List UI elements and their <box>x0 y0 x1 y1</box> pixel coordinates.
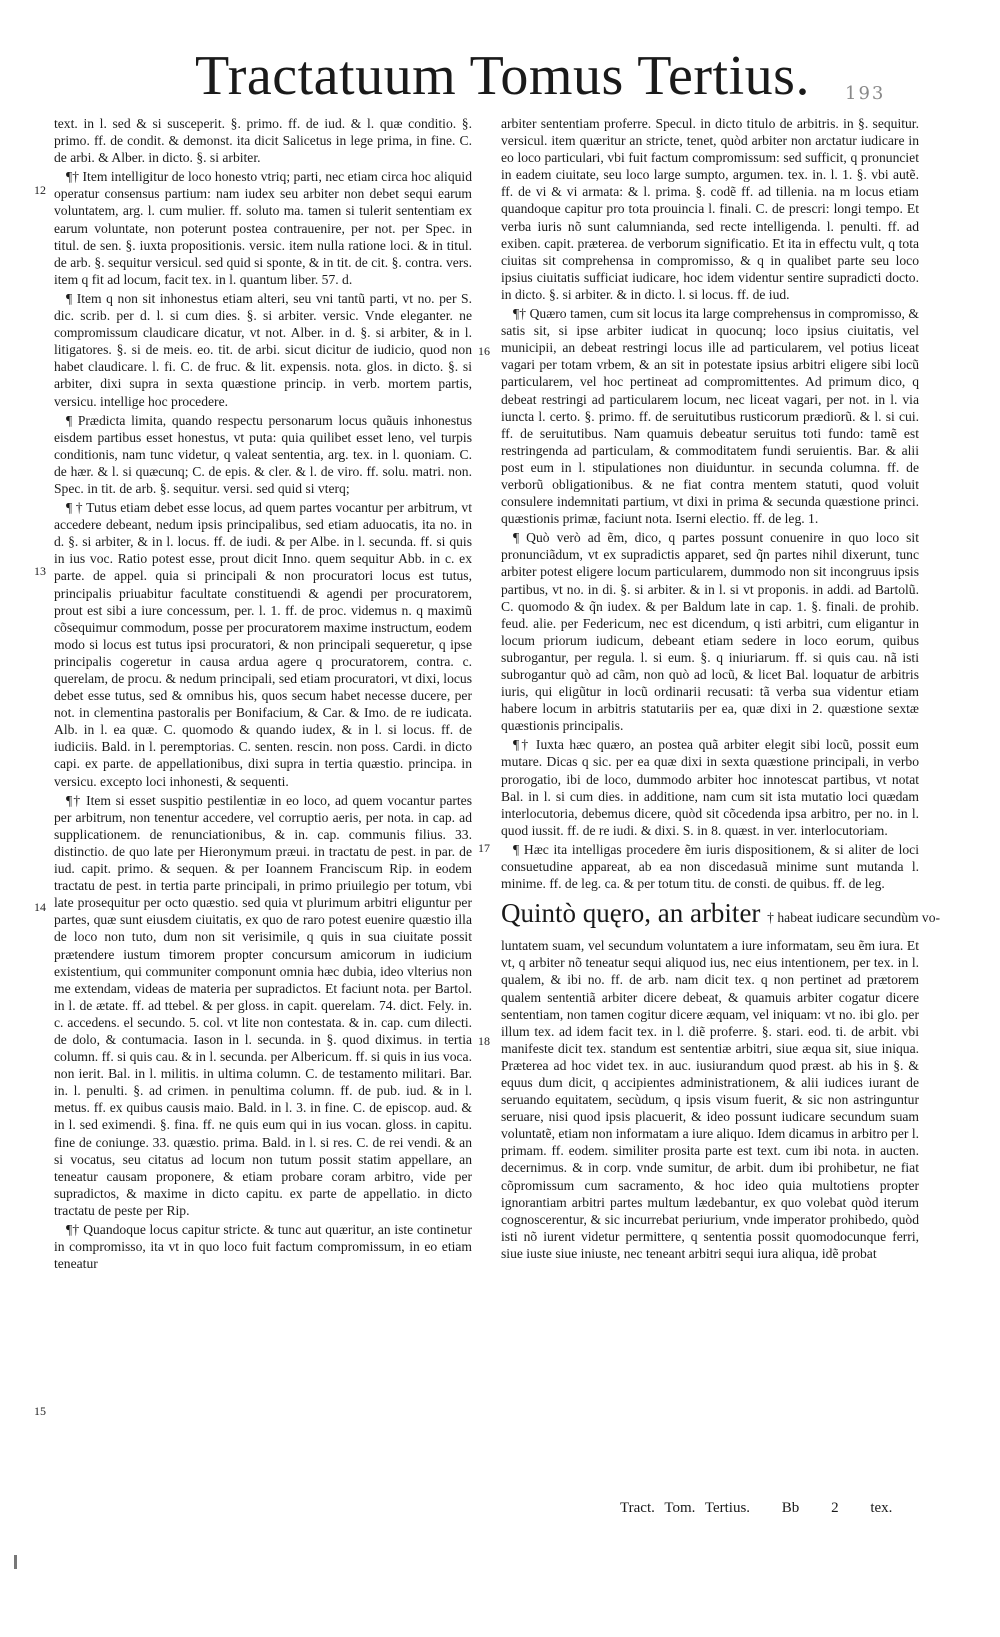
right-column <box>501 115 941 1520</box>
margin-number: 16 <box>478 344 490 358</box>
text-paragraph: ¶† Quæro tamen, cum sit locus ita large comprehensus in compromisso, & satis sit, si ipse arbiter iudicat in quocunq; loco ipsius ciuitatis, vel municipii, an debeat restringi locus ille ad particularem, vel potius liceat vagari per totam vrbem, & an sit in potestate ipsius arbitri eligere sibi locũ particularem, vel hoc pertineat ad compromittentes. Ad primum dico, q debeat restringi ad particularem locum, nec liceat vagari, per not. in l. via iuncta l. certo. §. primo. ff. de seruitutibus rusticorum prædiorũ. & l. si cui. ff. de seruitutibus. Nam quamuis debeatur seruitus toti fundo: tamẽ est restringenda ad particulam, & commoditatem fundi seruientis. Bar. & alii post eum in l. stipulationes non diuiduntur. in secunda columna. ff. de verborũ obligationibus. & ne fiat contra mentem statuti, quod voluit consulere indemnitati partium, vt dixi in prima & secunda quæstione princi. quæstionis primæ, faciunt nota. Iserni electio. ff. de leg. 1. <box>501 306 919 527</box>
margin-number: 14 <box>34 900 46 914</box>
footer-running-title: Tract. Tom. Tertius. <box>620 1500 751 1516</box>
left-column <box>54 115 472 1520</box>
text-paragraph: ¶† Iuxta hæc quæro, an postea quã arbiter elegit sibi locũ, possit eum mutare. Dicas q sic. per ea quæ dixi in sexta quæstione principali, in verbo prorogatio, ibi de loco, dummodo arbiter hoc innotescat partibus, vt notat Bal. in l. si cum dies. in additione, nam cum sit ista mutatio loci quædam interlocutoria, debemus dicere, quòd sit cõcedenda ipsa arbitro, per no. in l. quod iussit. ff. de re iudi. & dixi. S. in 8. quæst. in ver. interlocutoriam. <box>501 737 919 838</box>
running-head-title: Tractatuum Tomus Tertius. <box>195 45 810 107</box>
text-paragraph: ¶ Item q non sit inhonestus etiam alteri, seu vni tantũ parti, vt no. per S. dic. scrib. per d. l. si cum dies. §. si arbiter. versic. Vnde eleganter. ne compromissum claudicare dicatur, vt not. Alber. in d. §. si arbiter, & in l. litigatores. §. si de meis. eo. tit. de arbi. sicut dicitur de iudicio, quod non habet claudicare. l. fi. C. de fruc. & lit. expensis. nota. glos. in dicto. §. si arbiter, dixi supra in sexta quæstione princip. in verb. mortem partis, versicu. intellige hoc procedere. <box>54 290 472 409</box>
margin-number: 15 <box>34 1404 46 1418</box>
margin-number: 12 <box>34 183 46 197</box>
footer-signature: Bb <box>781 1500 800 1516</box>
text-paragraph: ¶ Hæc ita intelligas procedere ẽm iuris dispositionem, & si aliter de loci consuetudine appareat, ab ea non discedasuã minime sunt mutanda l. minime. ff. de leg. ca. & per totum titu. de consti. de quibus. ff. de leg. <box>501 841 919 892</box>
section-heading-text: Quintò quęro, an arbiter <box>501 898 761 929</box>
page-header <box>0 36 1000 116</box>
footer-catchword: tex. <box>870 1500 893 1516</box>
section-heading <box>501 896 941 935</box>
text-paragraph: luntatem suam, vel secundum voluntatem a iure informatam, seu ẽm iura. Et vt, q arbiter nõ teneatur sequi aliquod ius, nec eius intentionem, per tex. in l. qualem, & ibi no. ff. de arb. nam dicit tex. q non pertinet ad prætorem qualem sententiã arbiter dicere debeat, & quamuis arbiter cogatur dicere sententiam, non tamen cogitur dicere æquam, vel iniquam: vt no. ibi glo. per illum tex. ad idem facit tex. in l. diẽ proferre. §. stari. eod. ti. de arbit. vbi manifeste dicit tex. standum est sententiæ arbitri, siue æqua sit, siue iniqua. Præterea ad hoc videt tex. in auc. iusiurandum quod præst. ab his in §. & equus dum dicit, q accipientes administrationem, & alii iudices iurant de seruando equitatem, secùdum, q ipsis visum fuerit, & sic non astringuntur seruare, nisi quod ipsis placuerit, & ideo possunt iudicare secundum suam voluntatẽ, etiam non informatam a iure aliquo. Idem dicamus in arbitro per l. primam. ff. eodem. similiter prosita parte est text. cum ibi nota. in aucten. decernimus. & in corp. vnde sumitur, de arbit. dum ibi prohibetur, ne fiat cõpromissum cum sacramento, & hoc ideo quia multotiens propter ignorantiam arbitri partes multum lædebantur, ex quo volebat quòd iterum cognoscerentur, & sic incurrebat periurium, vnde imperator prohibedo, quòd isti nõ iurent videtur permittere, q sententia possit quomodocunque ferri, siue iuste siue iniuste, nec teneant arbitri sequi iura aliqua, idẽ probat <box>501 938 919 1261</box>
folio-number: 193 <box>845 83 886 104</box>
text-paragraph: ¶† Quandoque locus capitur stricte. & tunc aut quæritur, an iste continetur in compromisso, ita vt in quo loco fuit factum compromissum, in eo etiam teneatur <box>54 1222 472 1272</box>
margin-number: 18 <box>478 1034 490 1048</box>
footer-signature-number: 2 <box>831 1500 839 1516</box>
page-footer <box>620 1500 914 1517</box>
scan-edge-mark <box>14 1555 17 1569</box>
text-paragraph: ¶ Prædicta limita, quando respectu personarum locus quãuis inhonestus eisdem partibus esset honestus, vt puta: quia quilibet esset leno, vel turpis conditionis, nam tunc videtur, q valeat sententia, arg. tex. in l. quoniam. C. de hær. & l. si quæcunq; C. de epis. & cler. & l. de viro. ff. solu. matri. non. Spec. in tit. de arb. §. sequitur. versi. sed quid si vterq; <box>54 412 472 496</box>
text-paragraph: text. in l. sed & si susceperit. §. primo. ff. de iud. & l. quæ conditio. §. primo. ff. de condit. & demonst. ita dicit Salicetus in lege prima, in fine. C. de arbi. & Alber. in dicto. §. si arbiter. <box>54 116 472 166</box>
text-paragraph: ¶† Item si esset suspitio pestilentiæ in eo loco, ad quem vocantur partes per arbitrum, non tenentur accedere, vel corruptio aeris, per nota. in cap. ad supplicationem. de renunciationibus, & in. cap. communis filius. 33. distinctio. de quo late per Hieronymum præui. in tractatu de pest. in par. de iud. capit. primo. & sequen. & per Ioannem Franciscum Rip. in eodem tractatu de pest. in tertia parte principali, in primo priuilegio per totum, vbi late prosequitur per octo quæstio. sed quia vt plurimum arbitri eliguntur per partes, quæ sunt eiusdem ciuitatis, ex quo de raro potest euenire quæstio illa de loco non tuto, dum non sit verisimile, q quis in sua ciuitate possit prætendere iustum timorem propter concursum amicorum in iudicium existentium, qui communiter componunt omnia hæc dubia, ideo vlterius non me extendam, videas de materia per supradictos. Et faciunt nota. per Bartol. in l. de ætate. ff. ad ttebel. & per gloss. in capit. querelam. 74. dict. Fely. in. c. accedens. el secundo. 5. col. vt lite non contestata. & in. cap. cum dilecti. de dolo, & contumacia. Iason in l. secunda. in §. quod diximus. in tertia column. ff. si quis cau. & in l. secunda. per Albericum. ff. si quis in ius voca. non ierit. Bal. in l. militis. in ultima column. C. de testamento militari. Bar. in. l. penulti. §. ad crimen. in penultima column. ff. de pub. iud. & in l. metus. ff. ex quibus causis maio. Bald. in l. 3. in fine. C. de episcop. aud. & in l. sed eximendi. §. fina. ff. ne quis eum qui in ius vocan. gloss. in capitu. fine de coniunge. 33. quæstio. prima. Bald. in l. si res. C. de rei vendi. & an si vocatus, seu citatus ad locum non tutum possit statim appellare, an teneatur causam proponere, & etiam probare coram arbitro, vide per supradictos, & maxime in dicto capitu. ex parte de appellatio. in dicto tractatu de peste per Rip. <box>54 792 472 1218</box>
text-paragraph: ¶† Item intelligitur de loco honesto vtriq; parti, nec etiam circa hoc aliquid operatur consensus partium: nam iudex seu arbiter non debet sequi earum voluntatem, arg. l. cum mulier. ff. soluto ma. tamen si tulerit sententiam ex earum voluntate, non poterunt postea contrauenire, per not. per Spec. in titul. de sen. §. iuxta propositionis. versic. item nulla ratione loci. & in titul. de arb. §. sequitur versicul. sed quid si sponte, & in tit. de cit. §. contra. vers. item q fit ad locum, facit tex. in l. quantum liber. 57. d. <box>54 169 472 287</box>
section-heading-tail: † habeat iudicare secundùm vo- <box>767 910 941 926</box>
margin-number: 17 <box>478 841 490 855</box>
margin-number: 13 <box>34 564 46 578</box>
text-paragraph: arbiter sententiam proferre. Specul. in dicto titulo de arbitris. in §. sequitur. versicul. item quæritur an stricte, tenet, quòd arbiter non arctatur iudicare in eo loco particulari, vbi fuit factum compromissum: sed sufficit, q pronunciet in eadem ciuitate, seu loco large sumpto, argumen. tex. in. l. 1. §. vbi autẽ. ff. de vi & vi armata: & l. prima. §. codẽ ff. ad tillenia. na m locus etiam quandoque capitur pro tota prouincia l. finali. C. de prescri: longi tempo. Et verba iuris nõ sunt calumnianda, sed recte intelligenda. l. penulti. ff. ad exiben. capit. præterea. de verborum significatio. Et ita in effectu vult, q tota ciuitas sit comprehensa in compromisso, & q in qualibet parte seu loco ipsius ciuitatis sufficiat iudicare, hoc idem videntur sentire supradicti docto. in dicto. §. si arbiter. & in dicto. l. si locus. ff. de iud. <box>501 116 919 302</box>
text-paragraph: ¶ Quò verò ad ẽm, dico, q partes possunt conuenire in quo loco sit pronunciãdum, vt ex supradictis apparet, sed q̃n partes nihil dixerunt, tunc arbiter potest eligere locum particularem, dummodo non sit incongruus ipsis partibus, vt no. in di. §. si arbiter. & in l. si vt proponis. in addi. ad Bartolũ. C. quomodo & q̃n iudex. & per Baldum late in cap. 1. §. finali. de prohib. feud. alie. per Federicum, nec est dicendum, q isti arbitri, cum eligantur in locum priorum iudicum, debeant etiam sedere in loco eorum, quibus subrogantur, per regula. l. si eum. §. q iniuriarum. ff. si quis cau. nã isti subrogantur quò ad cãm, non quò ad locũ, & licet Bal. loquatur de arbitris iuris, qui eligũtur in locũ ordinarii recusati: tã verba sua videntur etiam habere locum in arbitris statutariis per ea, quæ dixi in 2. quæstione sextæ quæstionis principalis. <box>501 530 919 734</box>
text-paragraph: ¶ † Tutus etiam debet esse locus, ad quem partes vocantur per arbitrum, vt accedere debeant, nedum ipsis principalibus, sed etiam aduocatis, ita no. in d. §. si arbiter, & in l. locus. ff. de iudi. & per Albe. in l. secunda. ff. si quis in ius voc. Ratio potest esse, prout dicit Inno. quem sequitur Abb. in c. ex parte. de appel. quia si principali & non procuratori locus est tutus, principalis priuabitur facultate constituendi & agendi per procuratorem, prout est sibi a iure concessum, per. l. 1. ff. de proc. videmus n. q maximũ cõsequimur commodum, posse per procuratorem maxime instructum, eodem modo si locus est tutus ipsi procuratori, & non principali sequeretur, q ipse principalis cogeretur in causa ardua agere q procuratorem, contra. c. querelam, de procu. & nedum principali, sed etiam procuratori, vt dixi, locus debet esse tutus, sed & omnibus his, quos secum habet necesse ducere, per not. in clementina pastoralis per Bonifacium, & Car. & Imo. de re iudicata. Alb. in l. ea quæ. C. quomodo & quando iudex, & in l. si locus. ff. de iudiciis. Bald. in l. peremptorias. C. senten. rescin. non poss. Cardi. in dicto capi. ex parte. de appellationibus, dixi supra in tertia quæstio. principa. in versicu. excepto loci inhonesti, & sequenti. <box>54 500 472 789</box>
